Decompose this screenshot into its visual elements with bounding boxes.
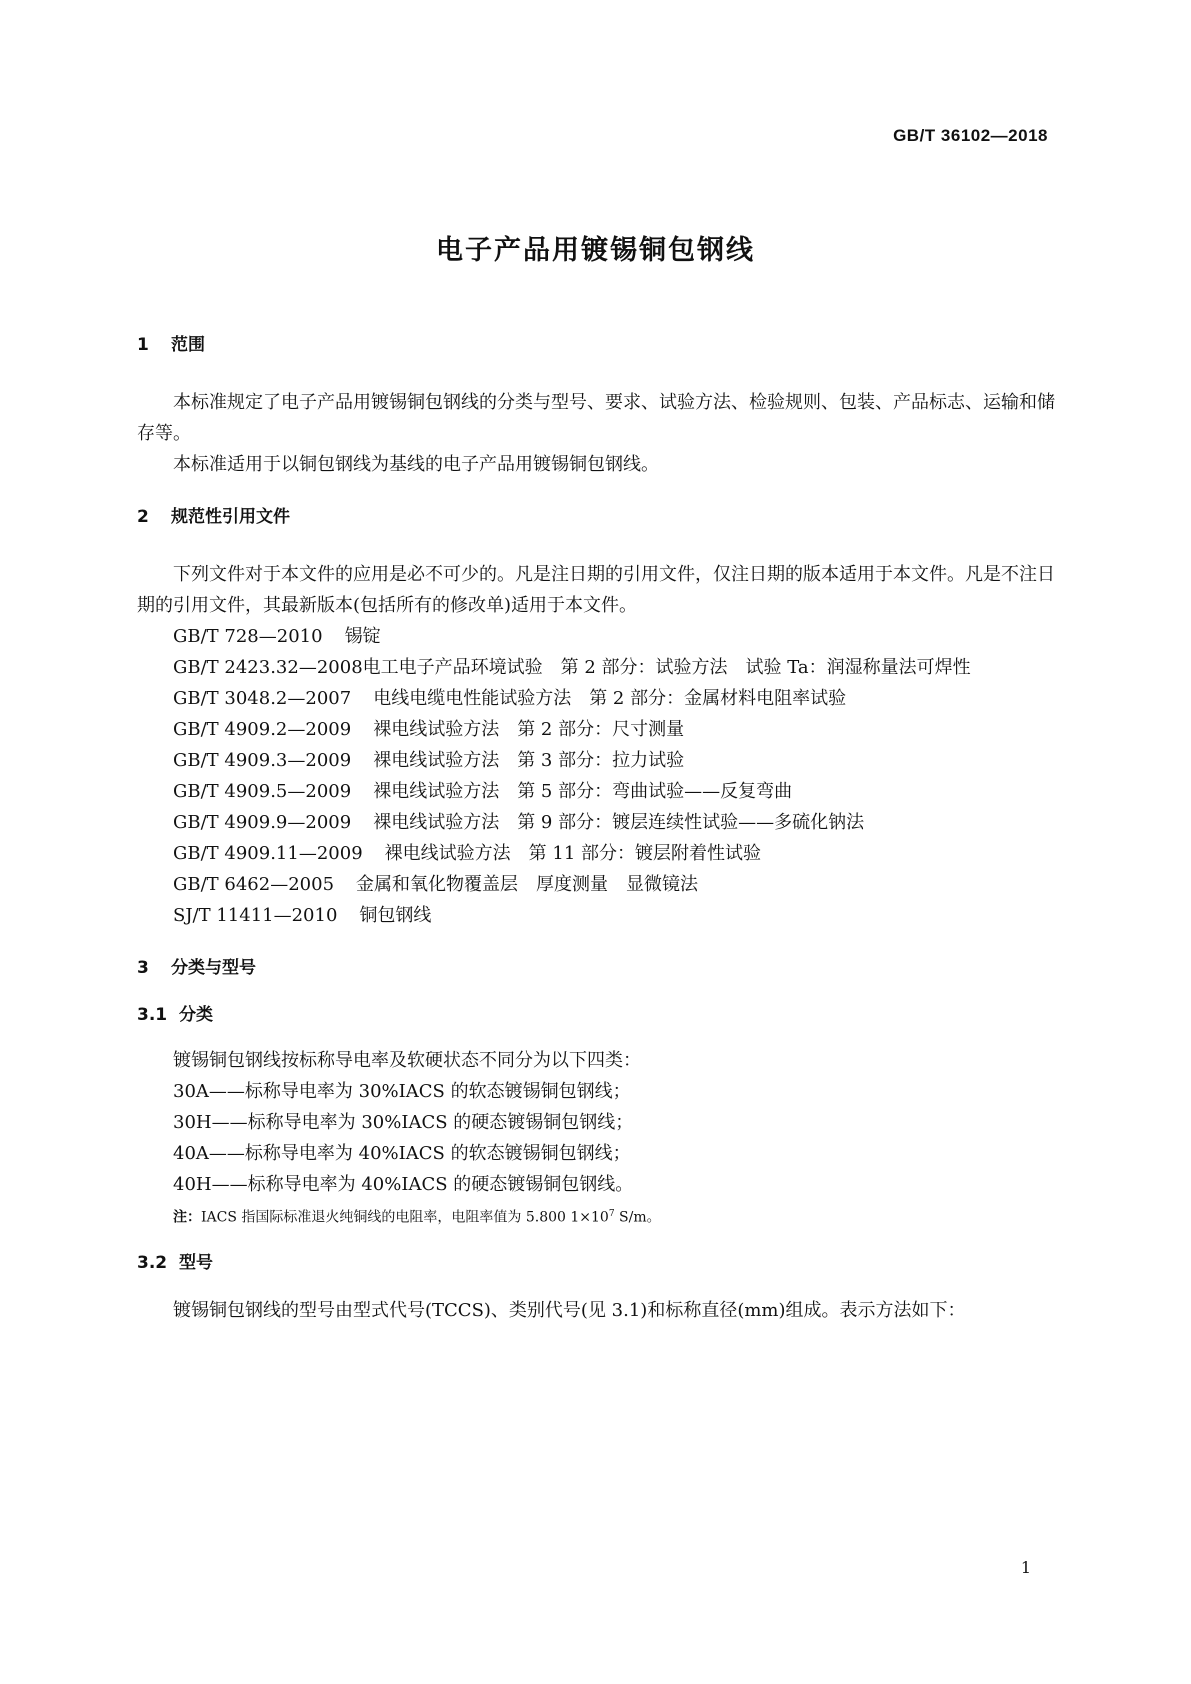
subsection-3-2-heading <box>137 1248 1055 1279</box>
reference-title: 裸电线试验方法 第 3 部分：拉力试验 <box>373 750 685 771</box>
reference-title: 裸电线试验方法 第 5 部分：弯曲试验——反复弯曲 <box>373 781 793 802</box>
section-number: 2 <box>137 507 149 527</box>
reference-code: GB/T 4909.3—2009 <box>173 750 352 771</box>
reference-item <box>137 652 1055 683</box>
section-title: 分类与型号 <box>171 958 256 978</box>
reference-title: 裸电线试验方法 第 9 部分：镀层连续性试验——多硫化钠法 <box>373 812 865 833</box>
section-3-heading <box>137 953 1055 984</box>
reference-code: GB/T 728—2010 <box>173 626 323 647</box>
page-number: 1 <box>1020 1558 1031 1577</box>
reference-code: GB/T 6462—2005 <box>173 874 335 895</box>
classification-item: 40A——标称导电率为 40%IACS 的软态镀锡铜包钢线； <box>173 1143 631 1164</box>
reference-code: GB/T 3048.2—2007 <box>173 688 352 709</box>
subsection-title: 分类 <box>179 1005 213 1025</box>
standard-code: GB/T 36102—2018 <box>893 126 1048 145</box>
subsection-number: 3.2 <box>137 1252 168 1273</box>
section-title: 规范性引用文件 <box>171 507 290 527</box>
document-body <box>137 330 1055 1326</box>
reference-code: GB/T 2423.32—2008 <box>173 657 363 678</box>
note <box>137 1200 1055 1232</box>
paragraph: 本标准规定了电子产品用镀锡铜包钢线的分类与型号、要求、试验方法、检验规则、包装、产品标志、运输和储存等。 <box>137 392 1055 444</box>
reference-item <box>137 745 1055 776</box>
reference-title: 裸电线试验方法 第 2 部分：尺寸测量 <box>373 719 685 740</box>
paragraph: 镀锡铜包钢线的型号由型式代号(TCCS)、类别代号(见 3.1)和标称直径(mm)组成。表示方法如下： <box>173 1299 966 1321</box>
note-text: IACS 指国际标准退火纯铜线的电阻率，电阻率值为 5.800 1×10 <box>201 1209 609 1226</box>
reference-title: 裸电线试验方法 第 11 部分：镀层附着性试验 <box>384 843 762 864</box>
subsection-3-1-heading <box>137 1000 1055 1031</box>
note-label: 注： <box>173 1209 201 1226</box>
reference-title: 电工电子产品环境试验 第 2 部分：试验方法 试验 Ta：润湿称量法可焊性 <box>362 657 971 678</box>
document-title: 电子产品用镀锡铜包钢线 <box>436 235 755 266</box>
note-exponent: 7 <box>608 1209 615 1219</box>
reference-item <box>137 838 1055 869</box>
reference-code: GB/T 4909.11—2009 <box>173 843 363 864</box>
classification-item: 30A——标称导电率为 30%IACS 的软态镀锡铜包钢线； <box>173 1081 631 1102</box>
section-1-heading <box>137 330 1055 361</box>
paragraph: 镀锡铜包钢线按标称导电率及软硬状态不同分为以下四类： <box>173 1050 641 1071</box>
reference-item <box>137 807 1055 838</box>
paragraph: 本标准适用于以铜包钢线为基线的电子产品用镀锡铜包钢线。 <box>173 454 659 475</box>
reference-title: 锡锭 <box>344 626 381 647</box>
reference-item <box>137 621 1055 652</box>
reference-code: GB/T 4909.9—2009 <box>173 812 352 833</box>
subsection-title: 型号 <box>179 1252 213 1273</box>
section-2-heading <box>137 502 1055 533</box>
reference-code: GB/T 4909.2—2009 <box>173 719 352 740</box>
reference-title: 电线电缆电性能试验方法 第 2 部分：金属材料电阻率试验 <box>373 688 847 709</box>
subsection-number: 3.1 <box>137 1005 168 1025</box>
reference-item <box>137 869 1055 900</box>
reference-item <box>137 776 1055 807</box>
section-title: 范围 <box>171 335 205 355</box>
reference-item <box>137 683 1055 714</box>
note-unit: S/m。 <box>614 1209 661 1226</box>
reference-item <box>137 900 1055 931</box>
reference-item <box>137 714 1055 745</box>
reference-title: 金属和氧化物覆盖层 厚度测量 显微镜法 <box>356 874 699 895</box>
paragraph: 下列文件对于本文件的应用是必不可少的。凡是注日期的引用文件，仅注日期的版本适用于本文件。凡是不注日期的引用文件，其最新版本(包括所有的修改单)适用于本文件。 <box>137 564 1055 616</box>
classification-item: 40H——标称导电率为 40%IACS 的硬态镀锡铜包钢线。 <box>173 1174 634 1195</box>
reference-code: SJ/T 11411—2010 <box>173 905 338 926</box>
classification-item: 30H——标称导电率为 30%IACS 的硬态镀锡铜包钢线； <box>173 1112 634 1133</box>
section-number: 1 <box>137 335 149 355</box>
section-number: 3 <box>137 958 149 978</box>
reference-code: GB/T 4909.5—2009 <box>173 781 352 802</box>
reference-title: 铜包钢线 <box>359 905 432 926</box>
